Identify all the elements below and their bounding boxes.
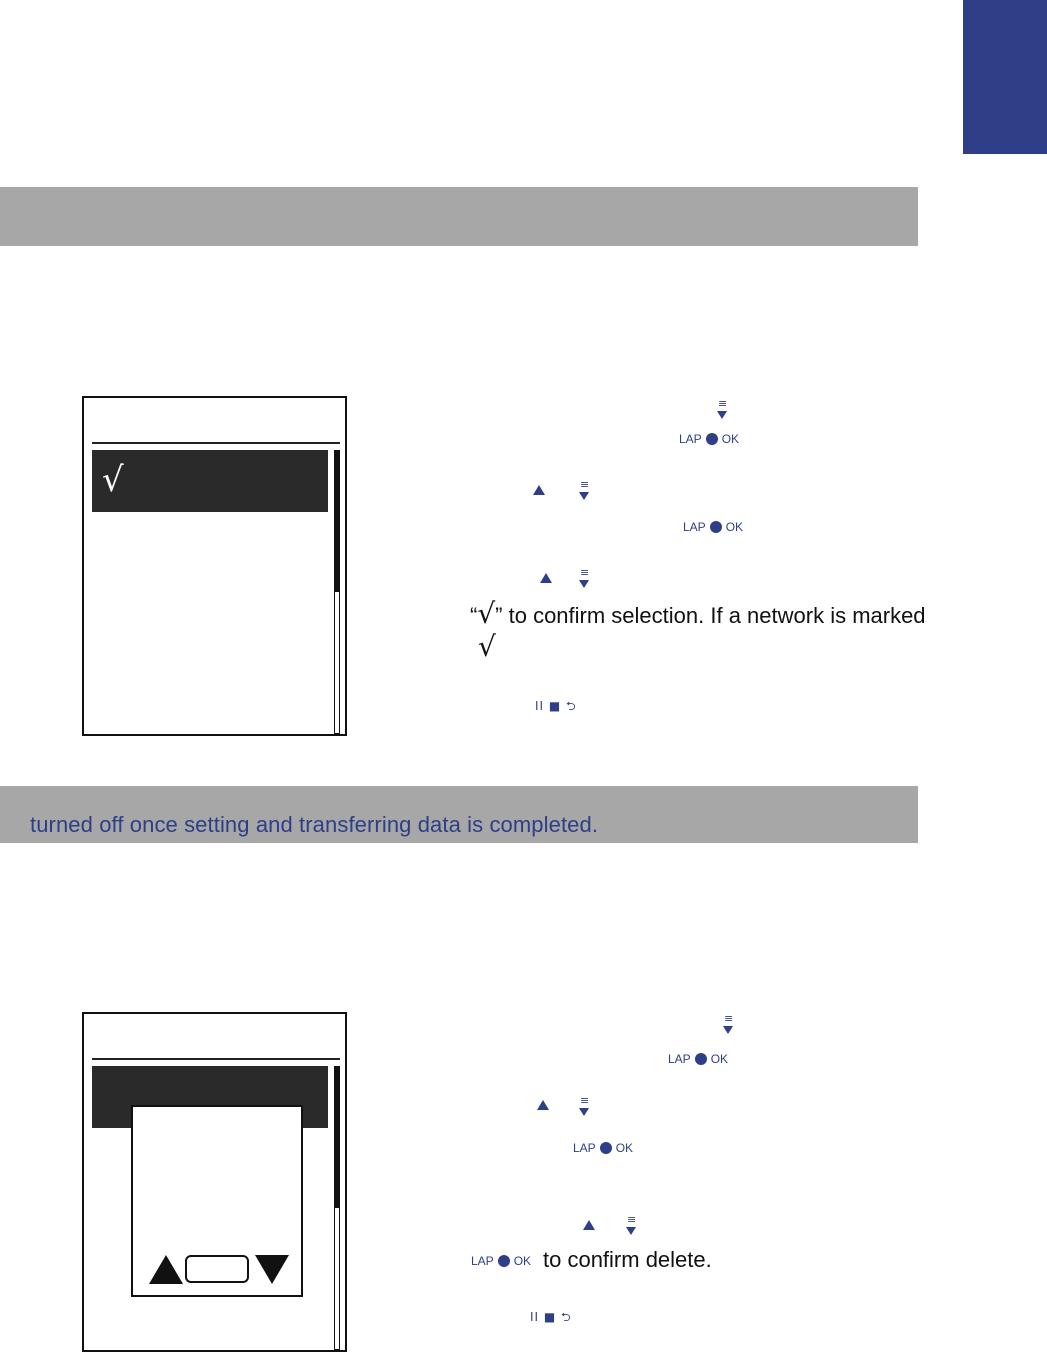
section-header-bar	[0, 187, 918, 246]
chapter-tab	[963, 0, 1047, 154]
screen-title-divider	[92, 1058, 340, 1060]
ok-dot-icon	[706, 433, 718, 445]
popup-option-box	[185, 1255, 249, 1283]
note-text: turned off once setting and transferring data is completed.	[30, 812, 599, 837]
lap-ok-button-icon: LAP OK	[683, 520, 744, 534]
menu-down-button-icon: ≡	[578, 479, 590, 503]
ok-dot-icon	[695, 1053, 707, 1065]
menu-down-button-icon: ≡	[716, 398, 728, 422]
up-button-icon	[583, 1220, 595, 1230]
confirm-delete-text: to confirm delete.	[543, 1247, 712, 1272]
lap-ok-button-icon: LAP OK	[679, 432, 740, 446]
up-arrow-icon	[149, 1255, 183, 1284]
up-button-icon	[537, 1100, 549, 1110]
menu-down-button-icon: ≡	[722, 1013, 734, 1037]
scrollbar-thumb	[334, 450, 340, 592]
menu-down-button-icon: ≡	[578, 1095, 590, 1119]
ok-dot-icon	[498, 1255, 510, 1267]
ok-dot-icon	[710, 521, 722, 533]
up-button-icon	[540, 573, 552, 583]
ok-dot-icon	[600, 1142, 612, 1154]
lap-ok-button-icon: LAP OK	[471, 1254, 532, 1268]
pause-stop-back-button-icon: II ■ ⮌	[535, 699, 577, 713]
check-icon: √	[477, 597, 496, 630]
screen-title-divider	[92, 442, 340, 444]
down-arrow-icon	[255, 1255, 289, 1284]
menu-down-button-icon: ≡	[578, 567, 590, 591]
check-icon: √	[478, 630, 496, 663]
menu-down-button-icon: ≡	[625, 1214, 637, 1238]
confirm-selection-text: “√” to confirm selection. If a network is marked	[470, 597, 926, 630]
device-screen-networks	[82, 396, 347, 736]
up-button-icon	[533, 485, 545, 495]
check-icon: √	[102, 460, 124, 500]
lap-ok-button-icon: LAP OK	[668, 1052, 729, 1066]
scrollbar-thumb	[334, 1066, 340, 1208]
delete-confirm-popup	[131, 1105, 303, 1297]
pause-stop-back-button-icon: II ■ ⮌	[530, 1310, 572, 1324]
selected-network-row	[92, 450, 328, 512]
device-screen-delete	[82, 1012, 347, 1352]
lap-ok-button-icon: LAP OK	[573, 1141, 634, 1155]
